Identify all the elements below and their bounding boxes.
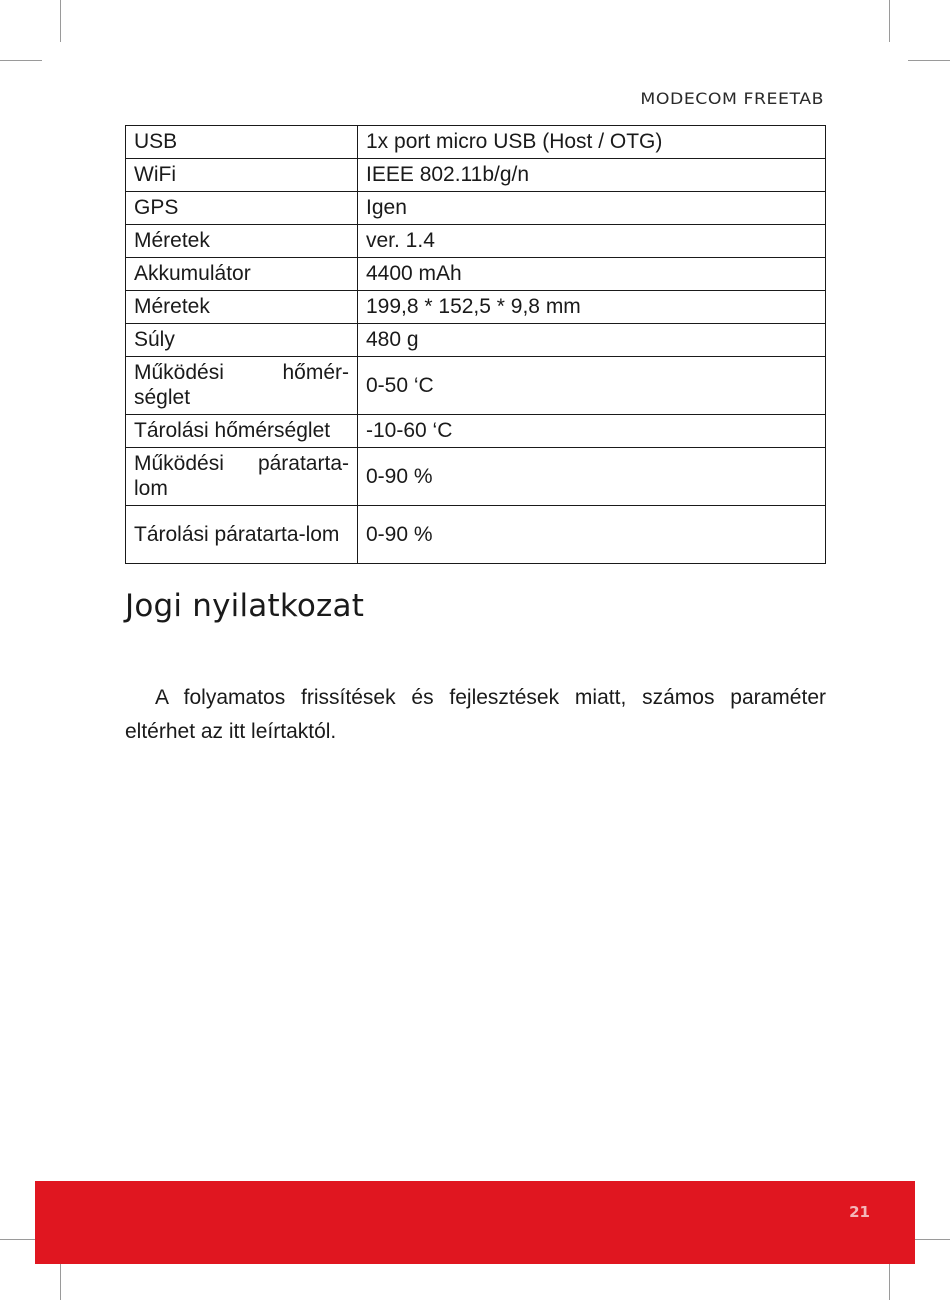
section-heading: Jogi nyilatkozat bbox=[125, 588, 365, 624]
crop-mark bbox=[908, 60, 950, 61]
spec-label: Működési hőmér-séglet bbox=[126, 357, 358, 415]
spec-value: 0-90 % bbox=[358, 506, 826, 564]
table-row bbox=[126, 506, 826, 564]
spec-value: 199,8 * 152,5 * 9,8 mm bbox=[358, 291, 826, 324]
spec-label: Méretek bbox=[126, 291, 358, 324]
spec-value: 0-90 % bbox=[358, 448, 826, 506]
crop-mark bbox=[889, 1258, 890, 1300]
spec-value: 1x port micro USB (Host / OTG) bbox=[358, 126, 826, 159]
spec-label: USB bbox=[126, 126, 358, 159]
spec-value: ver. 1.4 bbox=[358, 225, 826, 258]
spec-value: Igen bbox=[358, 192, 826, 225]
specs-table bbox=[125, 125, 826, 564]
spec-label: Működési páratarta-lom bbox=[126, 448, 358, 506]
crop-mark bbox=[60, 0, 61, 42]
crop-mark bbox=[60, 1258, 61, 1300]
table-row bbox=[126, 415, 826, 448]
spec-value: IEEE 802.11b/g/n bbox=[358, 159, 826, 192]
table-row bbox=[126, 192, 826, 225]
page-number: 21 bbox=[849, 1203, 870, 1221]
spec-label: Akkumulátor bbox=[126, 258, 358, 291]
table-row bbox=[126, 126, 826, 159]
spec-label: Tárolási hőmérséglet bbox=[126, 415, 358, 448]
table-row bbox=[126, 448, 826, 506]
table-row bbox=[126, 357, 826, 415]
crop-mark bbox=[889, 0, 890, 42]
spec-value: 0-50 ‘C bbox=[358, 357, 826, 415]
spec-label: WiFi bbox=[126, 159, 358, 192]
spec-label: Méretek bbox=[126, 225, 358, 258]
spec-label: GPS bbox=[126, 192, 358, 225]
footer-bar bbox=[35, 1181, 915, 1264]
spec-value: 480 g bbox=[358, 324, 826, 357]
spec-value: -10-60 ‘C bbox=[358, 415, 826, 448]
table-row bbox=[126, 324, 826, 357]
table-row bbox=[126, 159, 826, 192]
table-row bbox=[126, 225, 826, 258]
crop-mark bbox=[0, 60, 42, 61]
spec-label: Súly bbox=[126, 324, 358, 357]
table-row bbox=[126, 258, 826, 291]
spec-label: Tárolási páratarta-lom bbox=[126, 506, 358, 564]
spec-value: 4400 mAh bbox=[358, 258, 826, 291]
legal-paragraph: A folyamatos frissítések és fejlesztések miatt, számos paraméter eltérhet az itt leírtaktól. bbox=[125, 686, 826, 743]
table-row bbox=[126, 291, 826, 324]
page-header: MODECOM FREETAB bbox=[640, 89, 824, 108]
